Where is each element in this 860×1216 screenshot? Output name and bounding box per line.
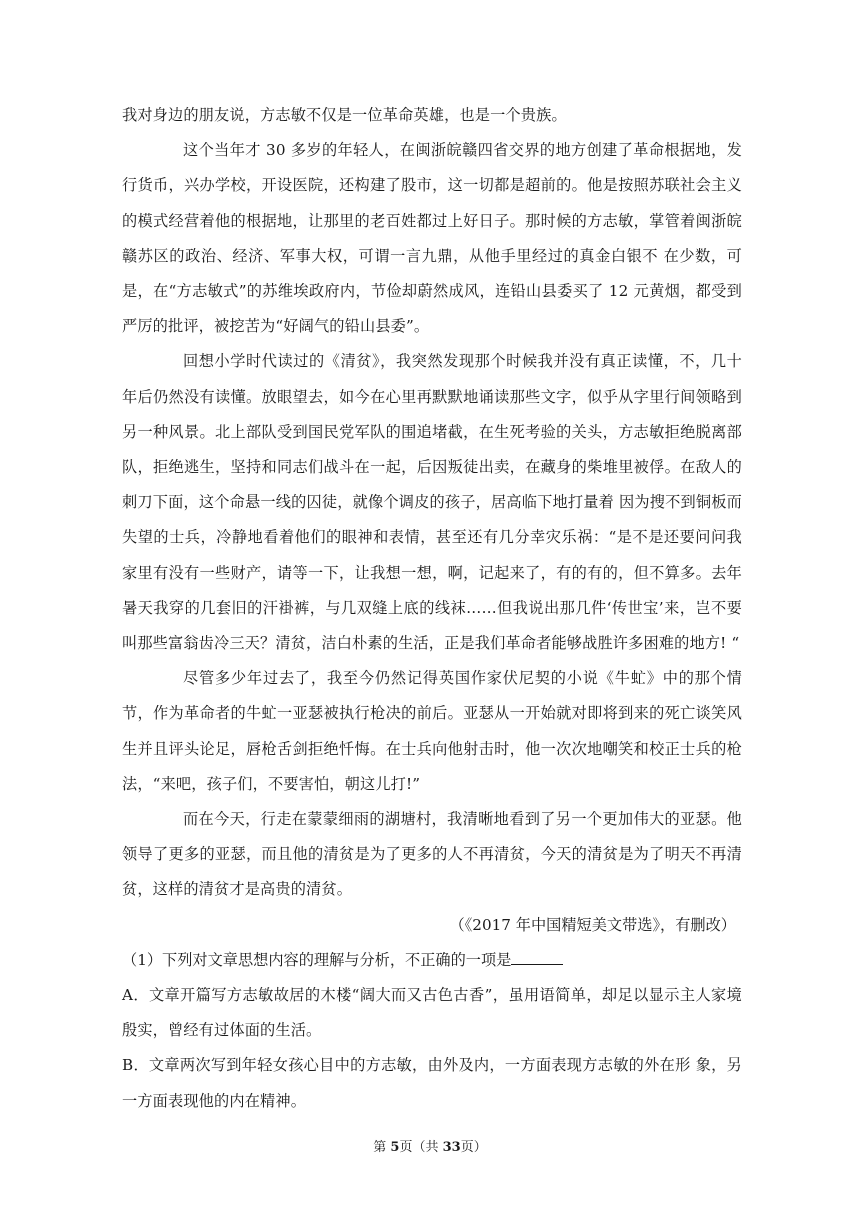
paragraph-3: 回想小学时代读过的《清贫》，我突然发现那个时候我并没有真正读懂，不，几十年后仍然没有读懂。放眼望去，如今在心里再默默地诵读那些文字，似乎从字里行间领略到另一种风景。北上部队受到国民党军队的围追堵截，在生死考验的关头，方志敏拒绝脱离部队，拒绝逃生，坚持和同志们战斗在一起，后因叛徒出卖，在藏身的柴堆里被俘。在敌人的刺刀下面，这个命悬一线的囚徒，就像个调皮的孩子，居高临下地打量着 因为搜不到铜板而失望的士兵，冷静地看着他们的眼神和表情，甚至还有几分幸灾乐祸：“是不是还要问问我家里有没有一些财产，请等一下，让我想一想，啊，记起来了，有的有的，但不算多。去年暑天我穿的几套旧的汗褂裤，与几双缝上底的线袜……但我说出那几件‘传世宝’来，岂不要叫那些富翁齿冷三天？清贫，洁白朴素的生活，正是我们革命者能够战胜许多困难的地方! “ — [122, 352, 742, 653]
paragraph-2: 这个当年才 30 多岁的年轻人，在闽浙皖赣四省交界的地方创建了革命根据地，发行货币，兴办学校，开设医院，还构建了股市，这一切都是超前的。他是按照苏联社会主义的模式经营着他的根据地，让那里的老百姓都过上好日子。那时候的方志敏，掌管着闽浙皖赣苏区的政治、经济、军事大权，可谓一言九鼎，从他手里经过的真金白银不 在少数，可是，在“方志敏式”的苏维埃政府内，节俭却蔚然成风，连铅山县委买了 12 元黄烟，都受到严厉的批评，被挖苦为“好阔气的铅山县委”。 — [122, 141, 742, 336]
footer-total-pages: 33 — [442, 1140, 461, 1155]
footer-prefix: 第 — [373, 1140, 391, 1155]
footer-middle: 页（共 — [399, 1140, 443, 1155]
paragraph-5: 而在今天，行走在蒙蒙细雨的湖塘村，我清晰地看到了另一个更加伟大的亚瑟。他领导了更多的亚瑟，而且他的清贫是为了更多的人不再清贫，今天的清贫是为了明天不再清贫，这样的清贫才是高贵的清贫。 — [122, 810, 742, 899]
paragraph-4: 尽管多少年过去了，我至今仍然记得英国作家伏尼契的小说《牛虻》中的那个情节，作为革命者的牛虻一亚瑟被执行枪决的前后。亚瑟从一开始就对即将到来的死亡谈笑风生并且评头论足，唇枪舌剑拒绝忏悔。在士兵向他射击时，他一次次地嘲笑和校正士兵的枪法，“来吧，孩子们，不要害怕，朝这儿打!” — [122, 669, 742, 793]
question-stem-text: （1）下列对文章思想内容的理解与分析，不正确的一项是 — [122, 950, 512, 969]
option-a: A．文章开篇写方志敏故居的木楼“阔大而又古色古香”，虽用语简单，却足以显示主人家境殷实，曾经有过体面的生活。 — [122, 986, 742, 1040]
option-b: B．文章两次写到年轻女孩心目中的方志敏，由外及内，一方面表现方志敏的外在形 象，另一方面表现他的内在精神。 — [122, 1056, 742, 1110]
footer-page-number: 5 — [390, 1140, 400, 1155]
paragraph-1: 我对身边的朋友说，方志敏不仅是一位革命英雄，也是一个贵族。 — [122, 106, 567, 124]
answer-blank — [511, 950, 563, 965]
question-stem — [122, 943, 742, 978]
source-citation: （《2017 年中国精短美文带选》，有删改） — [449, 915, 736, 934]
page-footer — [0, 1136, 860, 1155]
document-page — [122, 98, 742, 1119]
footer-suffix: 页） — [460, 1140, 487, 1155]
